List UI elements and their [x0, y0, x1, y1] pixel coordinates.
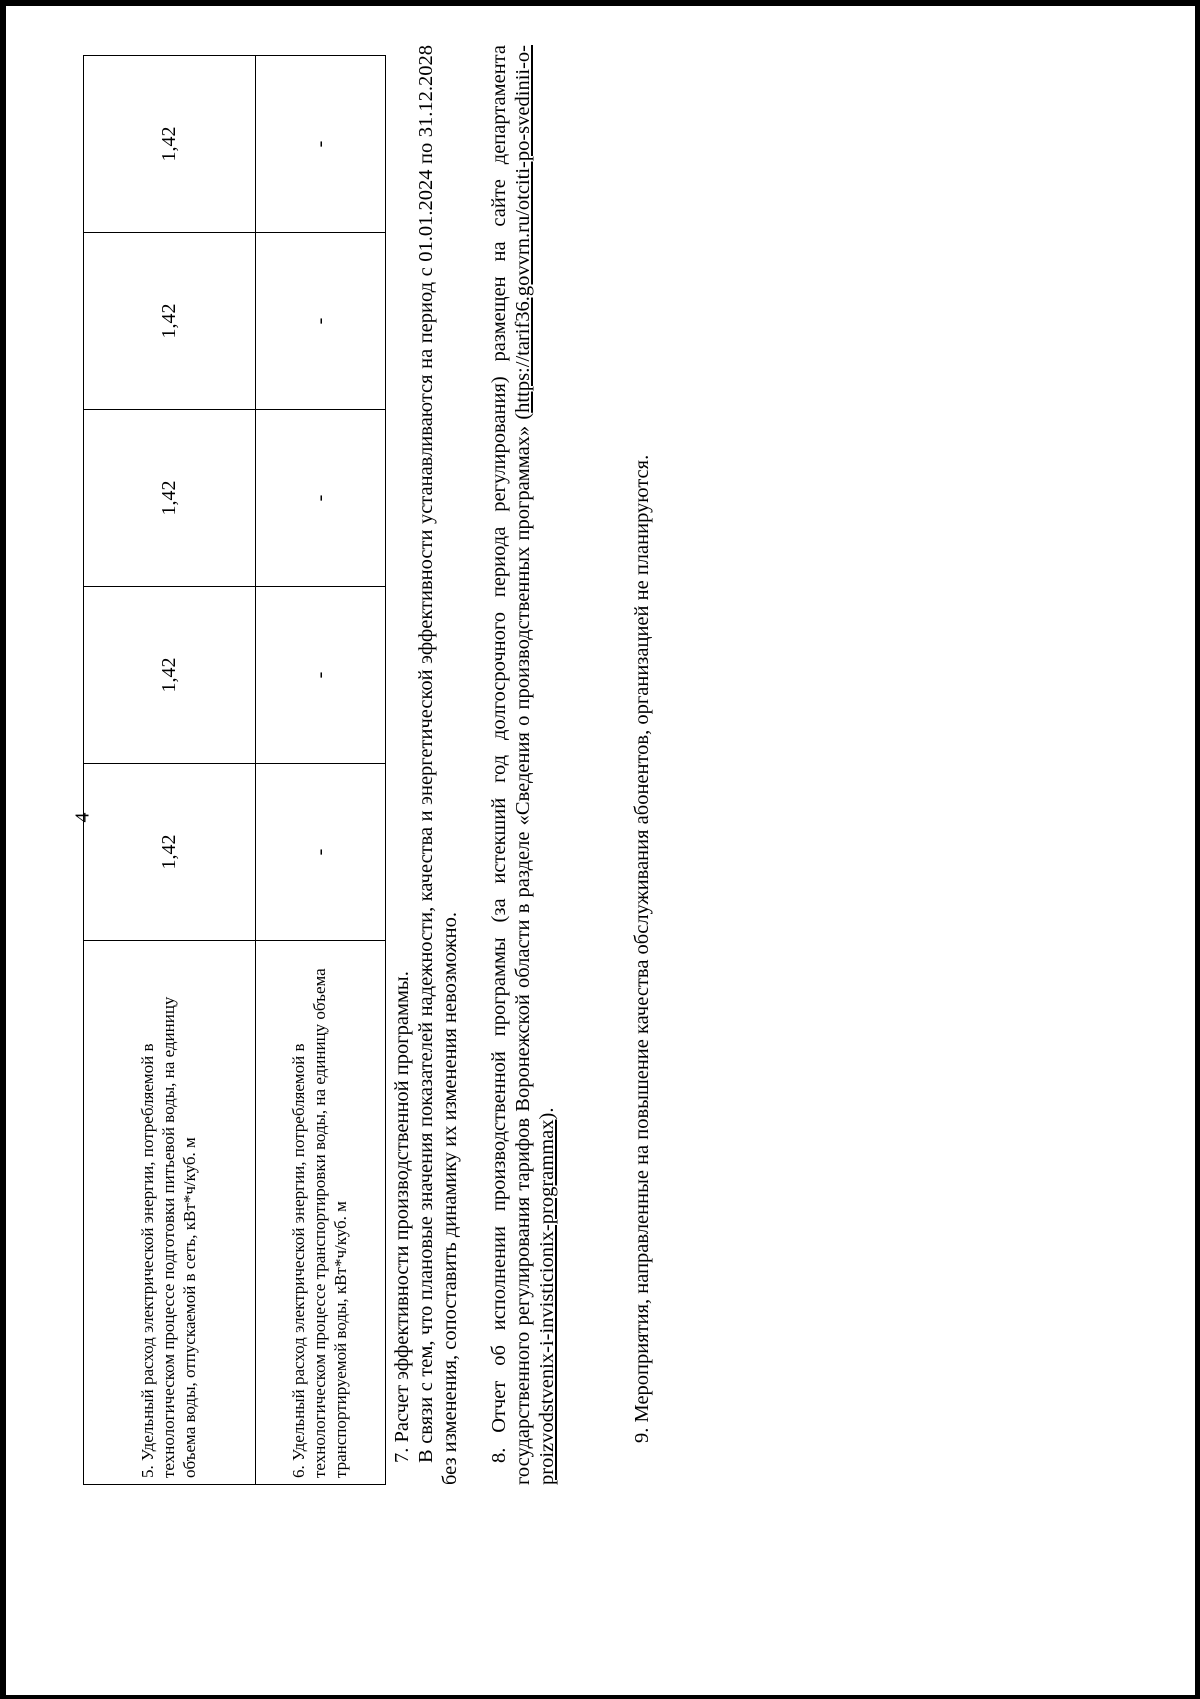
section-7-heading: 7. Расчет эффективности производственной программы. [391, 971, 413, 1463]
section-8-text-after: ). [536, 1107, 558, 1120]
value-cell: 1,42 [84, 233, 256, 410]
value-cell: - [256, 56, 386, 233]
page-number: 4 [71, 812, 94, 823]
section-9 [630, 45, 654, 1485]
value-cell: 1,42 [84, 764, 256, 941]
section-8 [487, 45, 559, 1485]
indicators-table [83, 55, 386, 1485]
section-8-text-before: 8. Отчет об исполнении производственной программы (за истекший год долгосрочного периода регулирования) размещен на сайте департамента государственного регулирования тарифов Воронежской области в разделе «Сведения о производственных программах» ( [488, 45, 534, 1485]
section-7-text: В связи с тем, что плановые значения показателей надежности, качества и энергетической эффективности устанавливаются на период с 01.01.2024 по 31.12.2028 без изменения, сопоставить динамику их изменения невозможно. [415, 45, 461, 1485]
value-cell: - [256, 233, 386, 410]
section-9-text: 9. Мероприятия, направленные на повышение качества обслуживания абонентов, организацией не планируются. [631, 454, 653, 1443]
value-cell: 1,42 [84, 56, 256, 233]
tariff-site-link[interactable]: https://tarif36.govvrn.ru/otciti-po-svedinii-o-proizvodstvenix-i-invisticionix-programmax [512, 45, 558, 1485]
section-7 [390, 45, 462, 1485]
row-label: 6. Удельный расход электрической энергии, потребляемой в технологическом процессе транспортировки воды, на единицу объема транспортируемой воды, кВт*ч/куб. м [256, 941, 386, 1485]
value-cell: 1,42 [84, 587, 256, 764]
value-cell: - [256, 410, 386, 587]
value-cell: - [256, 764, 386, 941]
section-8-text [487, 45, 559, 1485]
value-cell: - [256, 587, 386, 764]
table-row [256, 56, 386, 1485]
table-row [84, 56, 256, 1485]
value-cell: 1,42 [84, 410, 256, 587]
row-label: 5. Удельный расход электрической энергии, потребляемой в технологическом процессе подготовки питьевой воды, на единицу объема воды, отпускаемой в сеть, кВт*ч/куб. м [84, 941, 256, 1485]
